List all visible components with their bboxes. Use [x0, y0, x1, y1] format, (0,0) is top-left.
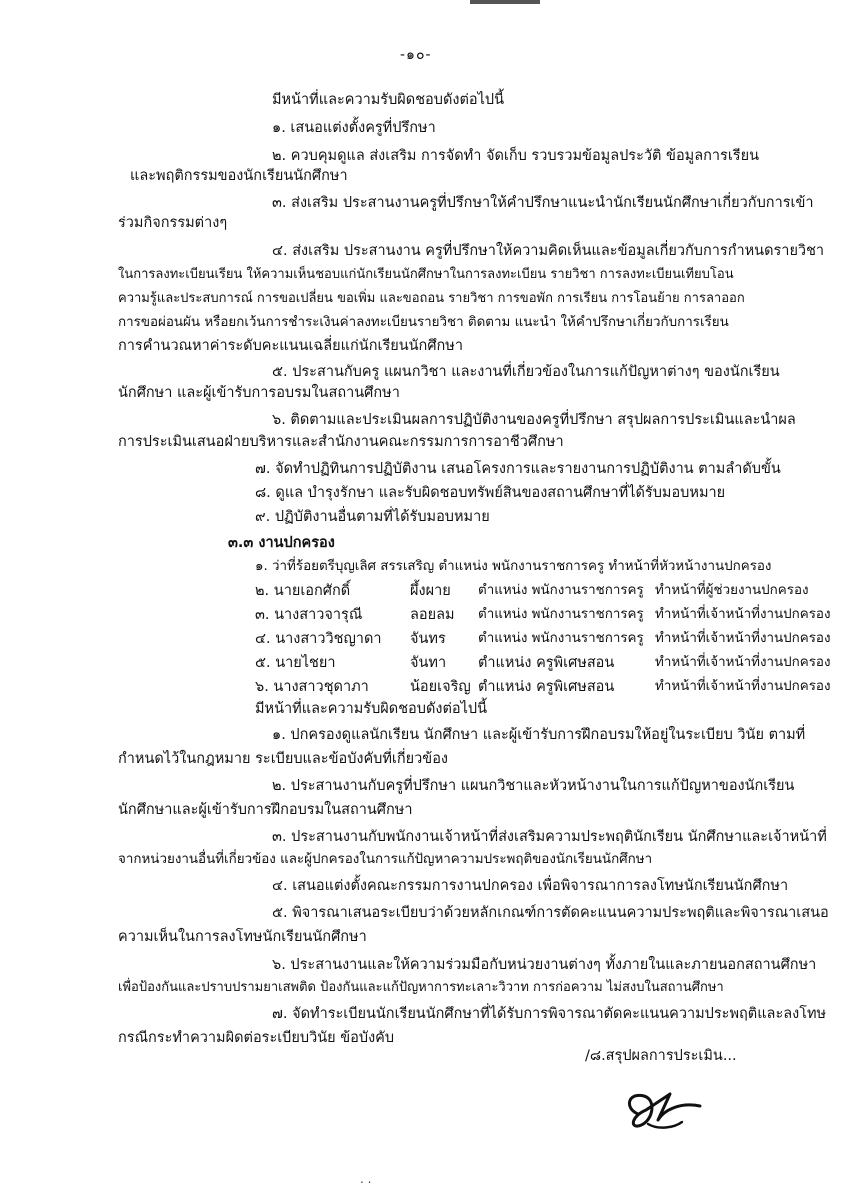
scan-dots: . .: [360, 1172, 372, 1186]
advisor-duty-line: ๙. ปฏิบัติงานอื่นตามที่ได้รับมอบหมาย: [255, 509, 490, 525]
advisor-duty-line: ๖. ติดตามและประเมินผลการปฏิบัติงานของครูที่ปรึกษา สรุปผลการประเมินและนำผล: [272, 412, 796, 428]
discipline-duty-line: ๗. จัดทำระเบียนนักเรียนนักศึกษาที่ได้รับการพิจารณาตัดคะแนนความประพฤติและลงโทษ: [272, 1006, 827, 1022]
advisor-duty-line: ในการลงทะเบียนเรียน ให้ความเห็นชอบแก่นักเรียนนักศึกษาในการลงทะเบียน รายวิชา การลงทะเบียนเทียบโอน: [118, 267, 734, 282]
advisor-duty-line: ๘. ดูแล บำรุงรักษา และรับผิดชอบทรัพย์สินของสถานศึกษาที่ได้รับมอบหมาย: [255, 485, 726, 501]
advisor-duty-line: ๔. ส่งเสริม ประสานงาน ครูที่ปรึกษาให้ความคิดเห็นและข้อมูลเกี่ยวกับการกำหนดรายวิชา: [272, 243, 825, 259]
staff-name: ๒. นายเอกศักดิ์: [255, 583, 351, 599]
staff-row: ๑. ว่าที่ร้อยตรีบุญเลิศ สรรเสริญ ตำแหน่ง พนักงานราชการครู ทำหน้าที่หัวหน้างานปกครอง: [255, 559, 772, 574]
advisor-duty-line: การขอผ่อนผัน หรือยกเว้นการชำระเงินค่าลงทะเบียนรายวิชา ติดตาม แนะนำ ให้คำปรึกษาเกี่ยวกับการเรียน: [118, 315, 729, 330]
page-number: -๑๐-: [400, 47, 432, 63]
staff-position: ตำแหน่ง พนักงานราชการครู: [478, 607, 644, 622]
staff-name: ๖. นางสาวชุดาภา: [255, 679, 369, 695]
discipline-duty-line: ๑. ปกครองดูแลนักเรียน นักศึกษา และผู้เข้ารับการฝึกอบรมให้อยู่ในระเบียบ วินัย ตามที่: [272, 727, 806, 743]
discipline-duty-line: ๔. เสนอแต่งตั้งคณะกรรมการงานปกครอง เพื่อพิจารณาการลงโทษนักเรียนนักศึกษา: [272, 878, 789, 894]
advisor-duty-line: นักศึกษา และผู้เข้ารับการอบรมในสถานศึกษา: [118, 385, 400, 401]
discipline-duty-line: นักศึกษาและผู้เข้ารับการฝึกอบรมในสถานศึกษา: [118, 802, 413, 818]
scan-mark: [470, 0, 540, 4]
staff-position: ตำแหน่ง ครูพิเศษสอน: [478, 679, 615, 695]
continuation-note: /๘.สรุปผลการประเมิน...: [585, 1048, 737, 1064]
staff-surname: ลอยลม: [410, 607, 455, 623]
advisor-duty-line: ๗. จัดทำปฏิทินการปฏิบัติงาน เสนอโครงการและรายงานการปฏิบัติงาน ตามลำดับขั้น: [255, 461, 781, 477]
discipline-duty-line: เพื่อป้องกันและปราบปรามยาเสพติด ป้องกันและแก้ปัญหาการทะเลาะวิวาท การก่อความ ไม่สงบในสถานศึกษา: [118, 980, 724, 995]
staff-position: ตำแหน่ง พนักงานราชการครู: [478, 583, 644, 598]
duties-intro-2: มีหน้าที่และความรับผิดชอบดังต่อไปนี้: [255, 701, 487, 717]
advisor-duty-line: ร่วมกิจกรรมต่างๆ: [118, 215, 228, 231]
staff-surname: ผึ้งผาย: [410, 583, 451, 599]
advisor-duty-line: ๑. เสนอแต่งตั้งครูที่ปรึกษา: [272, 120, 436, 136]
staff-surname: จันทร: [410, 631, 446, 647]
discipline-duty-line: ๖. ประสานงานและให้ความร่วมมือกับหน่วยงานต่างๆ ทั้งภายในและภายนอกสถานศึกษา: [272, 957, 817, 973]
advisor-duty-line: ๒. ควบคุมดูแล ส่งเสริม การจัดทำ จัดเก็บ รวบรวมข้อมูลประวัติ ข้อมูลการเรียน: [272, 148, 759, 164]
staff-name: ๓. นางสาวจารุณี: [255, 607, 363, 623]
staff-role: ทำหน้าที่เจ้าหน้าที่งานปกครอง: [655, 607, 831, 622]
discipline-duty-line: กรณีกระทำความผิดต่อระเบียบวินัย ข้อบังคับ: [118, 1030, 395, 1046]
discipline-duty-line: ๒. ประสานงานกับครูที่ปรึกษา แผนกวิชาและหัวหน้างานในการแก้ปัญหาของนักเรียน: [272, 778, 795, 794]
advisor-duty-line: และพฤติกรรมของนักเรียนนักศึกษา: [130, 168, 348, 184]
discipline-duty-line: กำหนดไว้ในกฎหมาย ระเบียบและข้อบังคับที่เกี่ยวข้อง: [118, 751, 449, 767]
staff-position: ตำแหน่ง พนักงานราชการครู: [478, 631, 644, 646]
staff-name: ๕. นายไชยา: [255, 655, 336, 671]
staff-role: ทำหน้าที่เจ้าหน้าที่งานปกครอง: [655, 655, 831, 670]
staff-surname: จันทา: [410, 655, 447, 671]
discipline-duty-line: ๕. พิจารณาเสนอระเบียบว่าด้วยหลักเกณฑ์การตัดคะแนนความประพฤติและพิจารณาเสนอ: [272, 905, 829, 921]
discipline-duty-line: จากหน่วยงานอื่นที่เกี่ยวข้อง และผู้ปกครองในการแก้ปัญหาความประพฤติของนักเรียนนักศึกษา: [118, 852, 653, 867]
staff-role: ทำหน้าที่เจ้าหน้าที่งานปกครอง: [655, 679, 831, 694]
advisor-duty-line: ๕. ประสานกับครู แผนกวิชา และงานที่เกี่ยวข้องในการแก้ปัญหาต่างๆ ของนักเรียน: [272, 364, 780, 380]
advisor-duty-line: การคำนวณหาค่าระดับคะแนนเฉลี่ยแก่นักเรียนนักศึกษา: [118, 338, 464, 354]
advisor-duty-line: ความรู้และประสบการณ์ การขอเปลี่ยน ขอเพิ่ม และขอถอน รายวิชา การขอพัก การเรียน การโอนย้าย การลาออก: [118, 291, 745, 306]
discipline-duty-line: ความเห็นในการลงโทษนักเรียนนักศึกษา: [118, 929, 367, 945]
staff-position: ตำแหน่ง ครูพิเศษสอน: [478, 655, 615, 671]
section-heading: ๓.๓ งานปกครอง: [228, 535, 335, 551]
discipline-duty-line: ๓. ประสานงานกับพนักงานเจ้าหน้าที่ส่งเสริมความประพฤตินักเรียน นักศึกษาและเจ้าหน้าที่: [272, 829, 827, 845]
handwritten-signature: [618, 1080, 708, 1140]
advisor-duty-line: ๓. ส่งเสริม ประสานงานครูที่ปรึกษาให้คำปรึกษาแนะนำนักเรียนนักศึกษาเกี่ยวกับการเข้า: [272, 195, 814, 211]
staff-role: ทำหน้าที่ผู้ช่วยงานปกครอง: [655, 583, 809, 598]
advisor-duty-line: การประเมินเสนอฝ่ายบริหารและสำนักงานคณะกรรมการการอาชีวศึกษา: [118, 434, 564, 450]
staff-name: ๔. นางสาววิชญาดา: [255, 631, 382, 647]
staff-role: ทำหน้าที่เจ้าหน้าที่งานปกครอง: [655, 631, 831, 646]
staff-surname: น้อยเจริญ: [410, 679, 471, 695]
duties-intro: มีหน้าที่และความรับผิดชอบดังต่อไปนี้: [272, 92, 504, 108]
